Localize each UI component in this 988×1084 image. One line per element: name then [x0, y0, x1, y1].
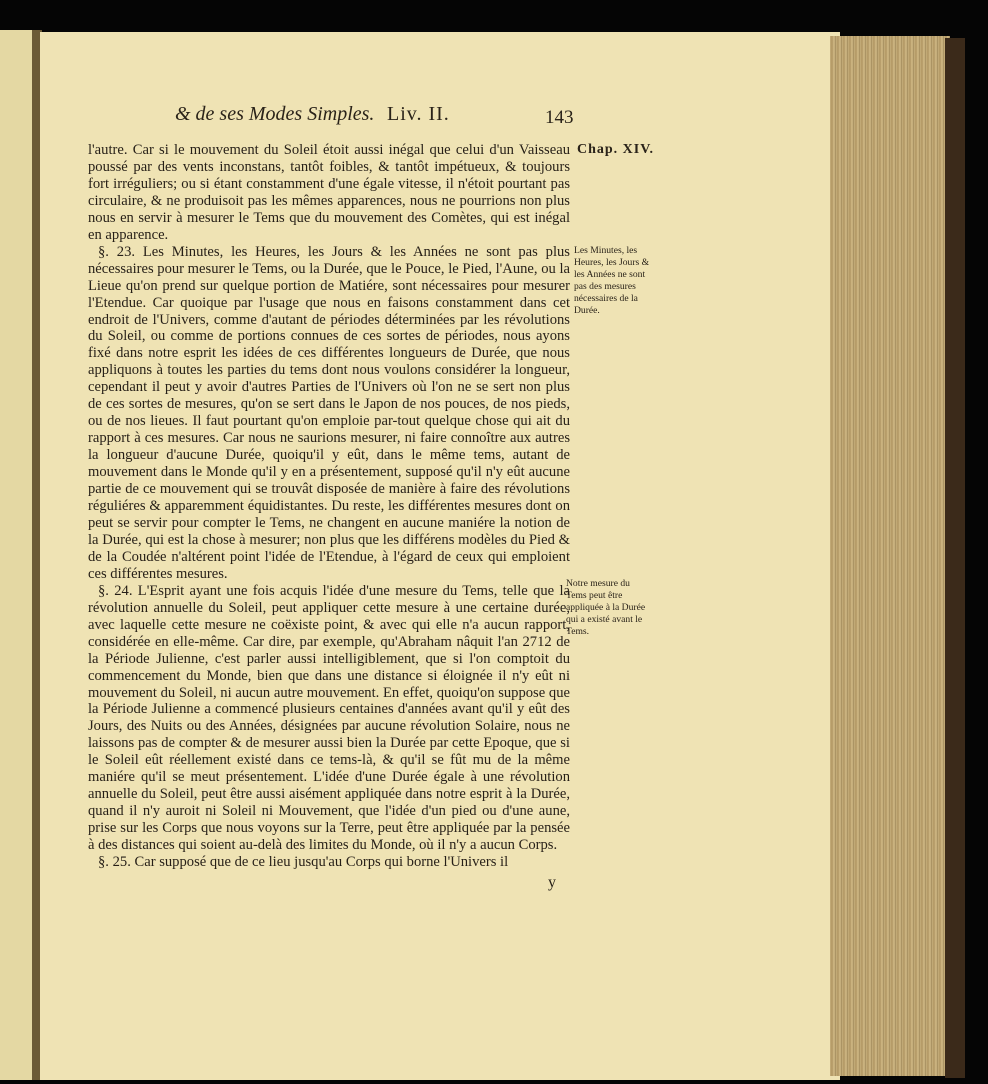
page-number: 143	[545, 107, 574, 128]
catchword: y	[548, 874, 556, 891]
running-title: & de ses Modes Simples.	[175, 103, 375, 125]
paragraph: §. 24. L'Esprit ayant une fois acquis l'idée d'une mesure du Tems, telle que la révolution annuelle du Soleil, peut appliquer cette mesure à une certaine durée, avec laquelle cette mesure ne coëxiste point, & avec qui elle n'a aucun rapport, considérée en elle-même. Car dire, par exemple, qu'Abraham nâquit l'an 2712 de la Période Julienne, c'est parler aussi intelligiblement, que si l'on comptoit du commencement du Monde, bien que dans une distance si éloignée il n'y eût ni mouvement du Soleil, ni aucun autre mouvement. En effet, quoiqu'on suppose que la Période Julienne a commencé plusieurs centaines d'années avant qu'il y eût des Jours, des Nuits ou des Années, désignées par aucune révolution Solaire, nous ne laissons pas de compter & de mesurer aussi bien la Durée par cette Epoque, que si le Soleil eût réellement existé dans ce tems-là, & qu'il se fût mu de la même maniére qu'il se meut présentement. L'idée d'une Durée égale à une révolution annuelle du Soleil, peut être aussi aisément appliquée dans notre esprit à la Durée, quand il n'y auroit ni Soleil ni Mouvement, que l'idée d'un pied ou d'une aune, prise sur les Corps que nous voyons sur la Terre, peut être appliquée par la pensée à des distances qui soient au-delà des limites du Monde, où il n'y a aucun Corps.	[88, 582, 570, 854]
page-header	[175, 103, 645, 133]
margin-note: Les Minutes, les Heures, les Jours & les Années ne sont pas des mesures nécessaires de la Durée.	[574, 245, 650, 316]
page-edges	[830, 36, 950, 1076]
paragraph: §. 25. Car supposé que de ce lieu jusqu'au Corps qui borne l'Univers il	[98, 854, 509, 871]
margin-note: Notre mesure du Tems peut être appliquée à la Durée qui a existé avant le Tems.	[566, 578, 646, 637]
book-number: Liv. II.	[387, 103, 450, 125]
body-text	[88, 142, 570, 871]
book-cover	[945, 38, 965, 1078]
paragraph: l'autre. Car si le mouvement du Soleil étoit aussi inégal que celui d'un Vaisseau poussé par des vents inconstans, tantôt foibles, & tantôt impétueux, & toujours fort irréguliers; ou si étant constamment d'une égale vitesse, il n'étoit pourtant pas circulaire, & ne produisoit pas les mêmes apparences, nous ne pourrions non plus nous en servir à mesurer le Tems que du mouvement des Comètes, qui est inégal en apparence.	[88, 142, 570, 243]
chapter-label: Chap. XIV.	[577, 142, 655, 157]
paragraph: §. 23. Les Minutes, les Heures, les Jours & les Années ne sont pas plus nécessaires pour mesurer le Tems, ou la Durée, que le Pouce, le Pied, l'Aune, ou la Lieue qu'on prend sur quelque portion de Matiére, sont nécessaires pour mesurer l'Etendue. Car quoique par l'usage que nous en faisons constamment dans cet endroit de l'Univers, comme d'autant de périodes déterminées par les révolutions du Soleil, ou comme de portions connues de ces sortes de périodes, nous ayons fixé dans notre esprit les idées de ces différentes longueurs de Durée, que nous appliquons à toutes les parties du tems dont nous voulons considérer la longueur, cependant il peut y avoir d'autres Parties de l'Univers où l'on ne se sert non plus de ces sortes de mesures, qu'on se sert dans le Japon de nos pouces, de nos pieds, ou de nos lieues. Il faut pourtant qu'on emploie par-tout quelque chose qui ait du rapport à ces mesures. Car nous ne saurions mesurer, ni faire connoître aux autres la longueur d'aucune Durée, quoiqu'il y eût, dans le même tems, autant de mouvement dans le Monde qu'il y en a présentement, supposé qu'il n'y eût aucune partie de ce mouvement qui se trouvât disposée de manière à faire des révolutions réguliéres & apparemment équidistantes. Du reste, les différentes mesures dont on peut se servir pour compter le Tems, ne changent en aucune maniére la notion de la Durée, qui est la chose à mesurer; non plus que les différens modèles du Pied & de la Coudée n'altérent point l'idée de l'Etendue, à l'égard de ceux qui emploient ces différentes mesures.	[88, 243, 570, 582]
